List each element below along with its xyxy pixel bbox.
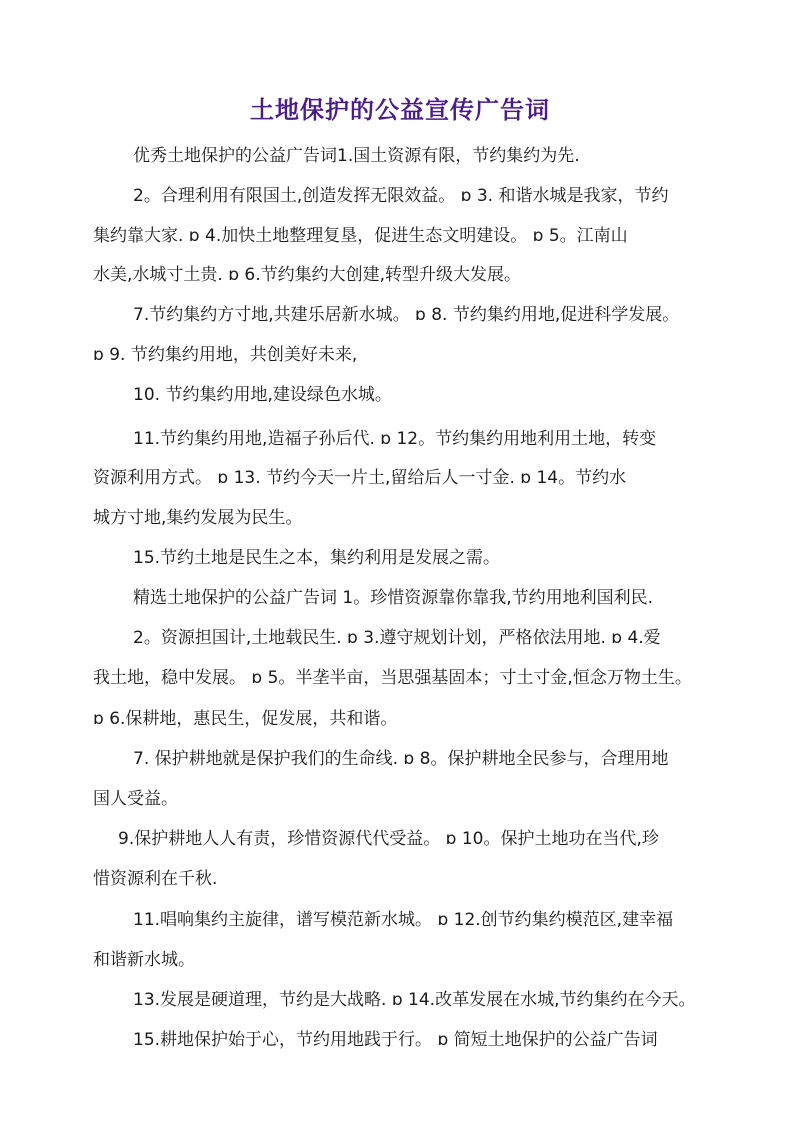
text-line: 惜资源利在千秋.: [93, 869, 218, 889]
text-line: 11.唱响集约主旋律，谱写模范新水城。 ɒ 12.创节约集约模范区,建幸福: [133, 910, 674, 930]
text-line: 水美,水城寸土贵. ɒ 6.节约集约大创建,转型升级大发展。: [93, 265, 522, 285]
text-line: ɒ 9. 节约集约用地，共创美好未来,: [93, 345, 358, 365]
text-line: 和谐新水城。: [93, 950, 195, 970]
text-line: 精选土地保护的公益广告词 1。珍惜资源靠你靠我,节约用地利国利民.: [133, 588, 654, 608]
text-line: 资源利用方式。 ɒ 13. 节约今天一片土,留给后人一寸金. ɒ 14。节约水: [93, 468, 627, 488]
text-line: 13.发展是硬道理，节约是大战略. ɒ 14.改革发展在水城,节约集约在今天。: [133, 990, 696, 1010]
text-line: 15.节约土地是民生之本，集约利用是发展之需。: [133, 548, 501, 568]
text-line: 9.保护耕地人人有责，珍惜资源代代受益。 ɒ 10。保护土地功在当代,珍: [118, 829, 659, 849]
text-line: 优秀土地保护的公益广告词1.国土资源有限，节约集约为先.: [133, 146, 580, 166]
text-line: 国人受益。: [93, 789, 178, 809]
text-line: 我土地，稳中发展。 ɒ 5。半垄半亩，当思强基固本；寸土寸金,恒念万物土生。: [93, 668, 692, 688]
text-line: 集约靠大家. ɒ 4.加快土地整理复垦，促进生态文明建设。 ɒ 5。江南山: [93, 226, 628, 246]
text-line: 2。合理利用有限国土,创造发挥无限效益。 ɒ 3. 和谐水城是我家，节约: [133, 186, 669, 206]
document-title: 土地保护的公益宣传广告词: [250, 96, 550, 124]
text-line: 10. 节约集约用地,建设绿色水城。: [133, 385, 392, 405]
text-line: 15.耕地保护始于心，节约用地践于行。 ɒ 简短土地保护的公益广告词: [133, 1030, 658, 1050]
text-line: 2。资源担国计,土地载民生. ɒ 3.遵守规划计划，严格依法用地. ɒ 4.爱: [133, 628, 661, 648]
text-line: 城方寸地,集约发展为民生。: [93, 508, 303, 528]
text-line: ɒ 6.保耕地，惠民生，促发展，共和谐。: [93, 709, 398, 729]
text-line: 11.节约集约用地,造福子孙后代. ɒ 12。节约集约用地利用土地，转变: [133, 429, 657, 449]
text-line: 7.节约集约方寸地,共建乐居新水城。 ɒ 8. 节约集约用地,促进科学发展。: [133, 305, 680, 325]
text-line: 7. 保护耕地就是保护我们的生命线. ɒ 8。保护耕地全民参与，合理用地: [133, 749, 669, 769]
